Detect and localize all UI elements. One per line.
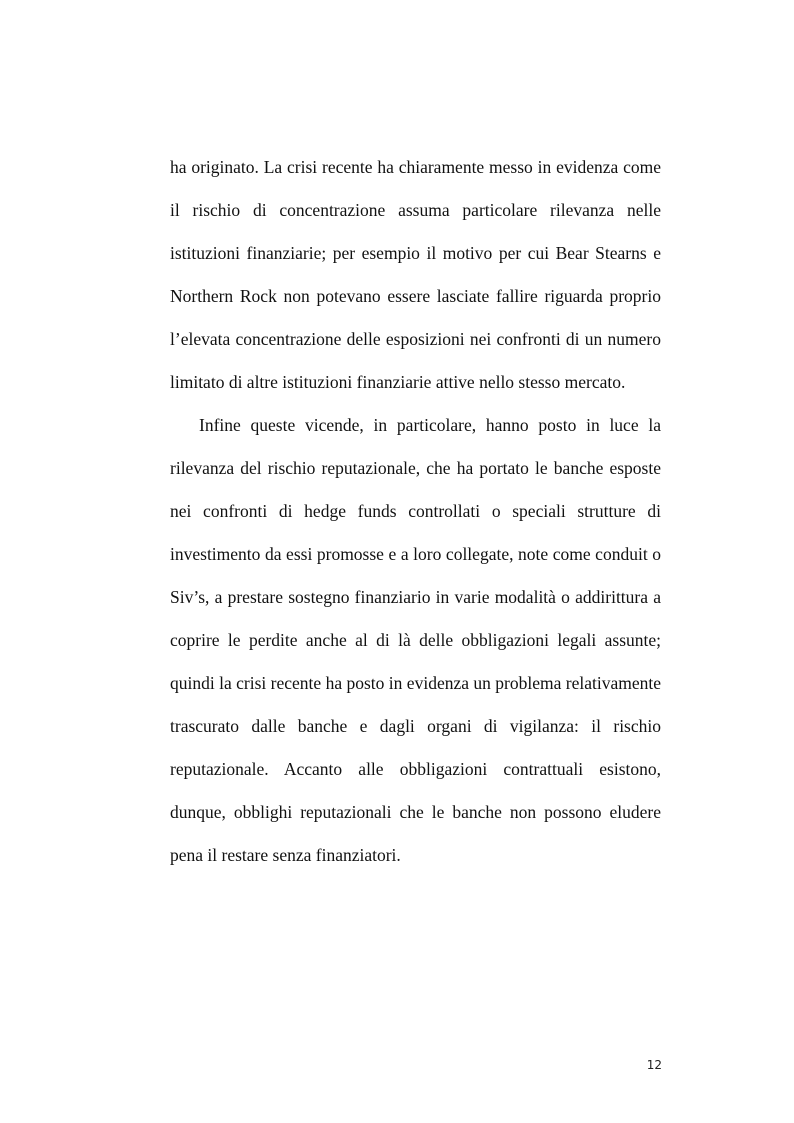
paragraph-continuation: ha originato. La crisi recente ha chiaramente messo in evidenza come il rischio di concentrazione assuma particolare rilevanza nelle istituzioni finanziarie; per esempio il motivo per cui Bear Stearns e Northern Rock non potevano essere lasciate fallire riguarda proprio l’elevata concentrazione delle esposizioni nei confronti di un numero limitato di altre istituzioni finanziarie attive nello stesso mercato.	[170, 157, 661, 392]
body-text	[170, 146, 661, 877]
paragraph-reputational-risk: Infine queste vicende, in particolare, hanno posto in luce la rilevanza del rischio reputazionale, che ha portato le banche esposte nei confronti di hedge funds controllati o speciali strutture di investimento da essi promosse e a loro collegate, note come conduit o Siv’s, a prestare sostegno finanziario in varie modalità o addirittura a coprire le perdite anche al di là delle obbligazioni legali assunte; quindi la crisi recente ha posto in evidenza un problema relativamente trascurato dalle banche e dagli organi di vigilanza: il rischio reputazionale. Accanto alle obbligazioni contrattuali esistono, dunque, obblighi reputazionali che le banche non possono eludere pena il restare senza finanziatori.	[170, 415, 661, 865]
page-number: 12	[646, 1058, 662, 1072]
